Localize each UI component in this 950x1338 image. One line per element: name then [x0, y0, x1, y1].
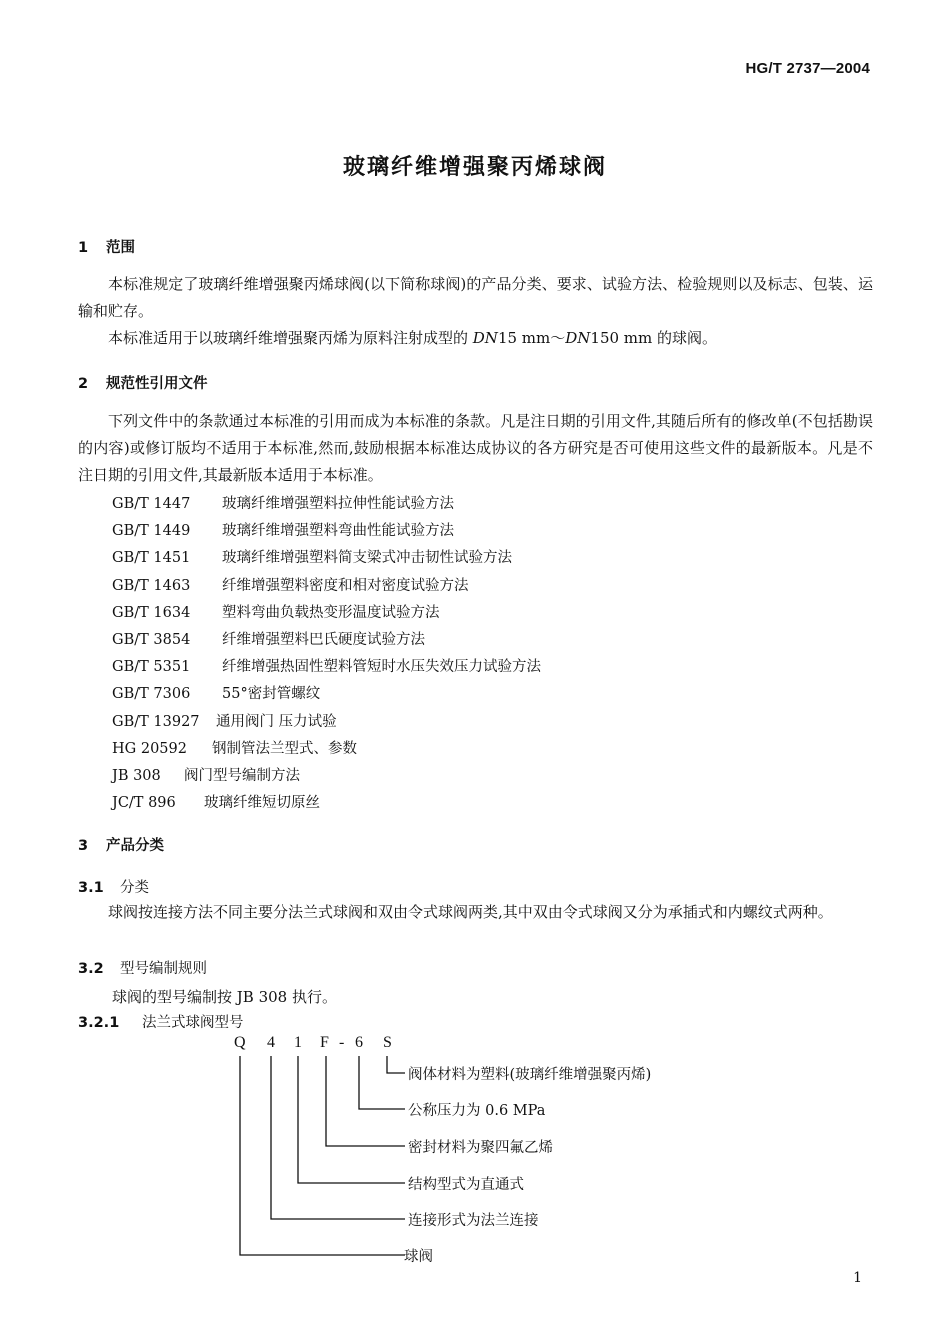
reference-item — [112, 791, 320, 812]
subsection-number: 3.2.1 — [78, 1015, 120, 1031]
leader-line-f — [326, 1056, 405, 1146]
subsection-title: 法兰式球阀型号 — [142, 1015, 244, 1031]
label-seal-material: 密封材料为聚四氟乙烯 — [408, 1140, 553, 1156]
reference-title: 55°密封管螺纹 — [222, 686, 321, 703]
reference-code: GB/T 1451 — [112, 550, 191, 567]
page-number: 1 — [853, 1270, 862, 1286]
reference-title: 纤维增强热固性塑料管短时水压失效压力试验方法 — [222, 659, 541, 676]
standard-code: HG/T 2737—2004 — [745, 60, 870, 77]
reference-title: 塑料弯曲负载热变形温度试验方法 — [222, 604, 440, 621]
reference-title: 玻璃纤维增强塑料弯曲性能试验方法 — [222, 523, 454, 540]
section-title: 产品分类 — [106, 838, 164, 854]
leader-line-1 — [298, 1056, 405, 1183]
section-1-heading — [78, 236, 135, 257]
leader-line-6 — [359, 1056, 405, 1109]
model-letter-1: 1 — [294, 1034, 302, 1051]
section-3-2-heading — [78, 957, 207, 978]
reference-code: JB 308 — [112, 768, 161, 784]
reference-code: GB/T 1634 — [112, 604, 191, 621]
leader-line-s — [387, 1056, 405, 1073]
model-letter-dash: - — [339, 1034, 345, 1051]
section-title: 范围 — [106, 240, 135, 256]
reference-item — [112, 519, 454, 540]
section-3-1-paragraph: 球阀按连接方法不同主要分法兰式球阀和双由令式球阀两类,其中双由令式球阀又分为承插式和内螺纹式两种。 — [108, 903, 833, 921]
reference-code: GB/T 13927 — [112, 713, 200, 730]
reference-title: 纤维增强塑料巴氏硬度试验方法 — [222, 632, 425, 648]
section-number: 2 — [78, 376, 89, 392]
reference-item — [112, 546, 512, 567]
section-2-heading — [78, 372, 208, 393]
subsection-number: 3.2 — [78, 961, 104, 977]
section-1-paragraph-2: 本标准适用于以玻璃纤维增强聚丙烯为原料注射成型的 DN15 mm～DN150 mm 的球阀。 — [108, 329, 718, 347]
reference-title: 玻璃纤维短切原丝 — [204, 795, 320, 812]
reference-item — [112, 710, 337, 731]
leader-line-4 — [271, 1056, 405, 1219]
reference-code: JC/T 896 — [112, 795, 176, 812]
subsection-title: 分类 — [120, 880, 149, 896]
reference-code: GB/T 5351 — [112, 659, 191, 676]
subsection-number: 3.1 — [78, 880, 104, 896]
section-number: 3 — [78, 838, 89, 854]
section-3-2-paragraph: 球阀的型号编制按 JB 308 执行。 — [112, 988, 337, 1006]
label-ball-valve: 球阀 — [404, 1249, 433, 1265]
reference-item — [112, 737, 357, 758]
leader-line-q — [240, 1056, 405, 1255]
reference-code: GB/T 3854 — [112, 632, 191, 648]
section-2-paragraph: 下列文件中的条款通过本标准的引用而成为本标准的条款。凡是注日期的引用文件,其随后所有的修改单(不包括勘误的内容)或修订版均不适用于本标准,然而,鼓励根据本标准达成协议的各方研究是否可使用这些文件的最新版本。凡是不注日期的引用文件,其最新版本适用于本标准。 — [78, 412, 873, 484]
reference-code: GB/T 1463 — [112, 577, 191, 594]
model-letter-s: S — [383, 1034, 392, 1051]
section-3-heading — [78, 834, 164, 855]
reference-title: 阀门型号编制方法 — [184, 768, 300, 784]
model-letter-6: 6 — [355, 1034, 363, 1051]
section-title: 规范性引用文件 — [106, 376, 208, 392]
reference-item — [112, 492, 454, 513]
model-letter-f: F — [320, 1034, 329, 1051]
reference-item — [112, 601, 440, 622]
reference-title: 钢制管法兰型式、参数 — [212, 740, 357, 757]
reference-title: 纤维增强塑料密度和相对密度试验方法 — [222, 577, 469, 594]
reference-item — [112, 628, 425, 649]
reference-code: GB/T 1447 — [112, 496, 191, 512]
reference-title: 玻璃纤维增强塑料拉伸性能试验方法 — [222, 496, 454, 512]
label-nominal-pressure: 公称压力为 0.6 MPa — [408, 1103, 546, 1119]
label-connection-type: 连接形式为法兰连接 — [408, 1213, 539, 1229]
section-3-1-heading — [78, 876, 149, 897]
document-title: 玻璃纤维增强聚丙烯球阀 — [342, 155, 607, 180]
label-body-material: 阀体材料为塑料(玻璃纤维增强聚丙烯) — [408, 1067, 652, 1083]
subsection-title: 型号编制规则 — [120, 961, 207, 977]
reference-title: 通用阀门 压力试验 — [216, 713, 337, 730]
reference-title: 玻璃纤维增强塑料简支梁式冲击韧性试验方法 — [222, 550, 512, 567]
reference-code: HG 20592 — [112, 740, 187, 757]
section-number: 1 — [78, 240, 89, 256]
reference-code: GB/T 7306 — [112, 686, 191, 703]
section-3-2-1-heading — [78, 1011, 244, 1032]
model-letter-q: Q — [234, 1034, 246, 1051]
model-letter-4: 4 — [267, 1034, 275, 1051]
reference-item — [112, 574, 469, 595]
section-1-paragraph-1: 本标准规定了玻璃纤维增强聚丙烯球阀(以下简称球阀)的产品分类、要求、试验方法、检验规则以及标志、包装、运输和贮存。 — [78, 275, 873, 320]
reference-item — [112, 682, 320, 703]
label-structure-type: 结构型式为直通式 — [408, 1177, 524, 1193]
reference-code: GB/T 1449 — [112, 523, 191, 540]
reference-item — [112, 764, 300, 785]
reference-item — [112, 655, 541, 676]
